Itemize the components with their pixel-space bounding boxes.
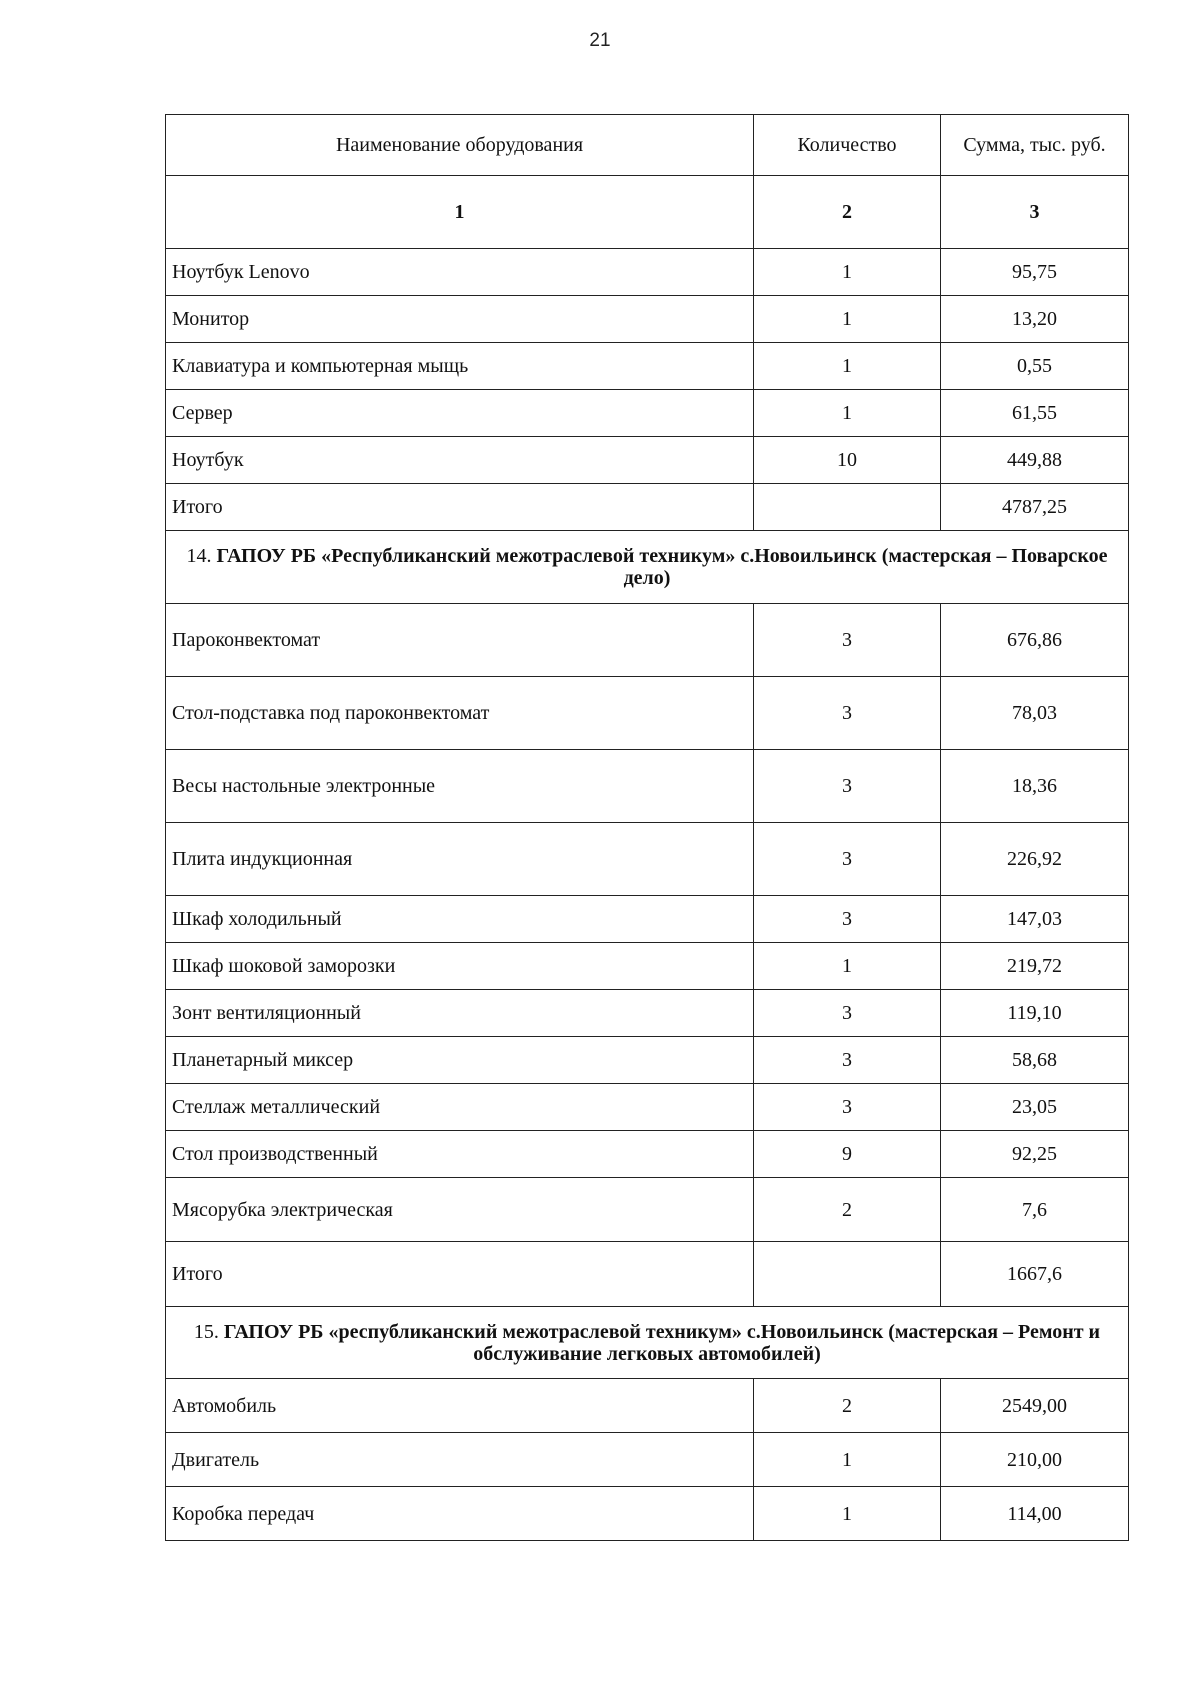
section-number: 15. <box>193 1320 219 1343</box>
item-name: Планетарный миксер <box>166 1037 754 1084</box>
item-sum: 13,20 <box>941 296 1129 343</box>
item-quantity: 3 <box>754 1037 941 1084</box>
table-row <box>166 1037 1129 1084</box>
item-name: Двигатель <box>166 1433 754 1487</box>
item-quantity: 1 <box>754 1487 941 1541</box>
item-quantity: 1 <box>754 390 941 437</box>
header-sum: Сумма, тыс. руб. <box>941 115 1129 176</box>
item-name: Пароконвектомат <box>166 604 754 677</box>
item-name: Шкаф шоковой заморозки <box>166 943 754 990</box>
item-quantity: 10 <box>754 437 941 484</box>
item-quantity: 3 <box>754 823 941 896</box>
total-quantity <box>754 1242 941 1307</box>
item-quantity: 2 <box>754 1379 941 1433</box>
item-sum: 92,25 <box>941 1131 1129 1178</box>
section-heading-15 <box>166 1307 1129 1379</box>
item-sum: 219,72 <box>941 943 1129 990</box>
table-row <box>166 604 1129 677</box>
table-row <box>166 437 1129 484</box>
table-row <box>166 896 1129 943</box>
table-row <box>166 1379 1129 1433</box>
item-sum: 226,92 <box>941 823 1129 896</box>
item-quantity: 3 <box>754 677 941 750</box>
item-quantity: 9 <box>754 1131 941 1178</box>
table-row <box>166 677 1129 750</box>
table-row <box>166 1487 1129 1541</box>
total-quantity <box>754 484 941 531</box>
item-sum: 0,55 <box>941 343 1129 390</box>
item-name: Весы настольные электронные <box>166 750 754 823</box>
item-quantity: 1 <box>754 943 941 990</box>
item-name: Мясорубка электрическая <box>166 1178 754 1242</box>
table-row <box>166 1433 1129 1487</box>
item-sum: 2549,00 <box>941 1379 1129 1433</box>
item-name: Зонт вентиляционный <box>166 990 754 1037</box>
item-quantity: 3 <box>754 896 941 943</box>
item-name: Шкаф холодильный <box>166 896 754 943</box>
item-quantity: 1 <box>754 1433 941 1487</box>
table-row <box>166 823 1129 896</box>
table-row <box>166 296 1129 343</box>
total-row <box>166 484 1129 531</box>
item-name: Автомобиль <box>166 1379 754 1433</box>
total-label: Итого <box>166 1242 754 1307</box>
item-sum: 7,6 <box>941 1178 1129 1242</box>
item-sum: 58,68 <box>941 1037 1129 1084</box>
table-row <box>166 249 1129 296</box>
item-name: Коробка передач <box>166 1487 754 1541</box>
column-number: 2 <box>754 176 941 249</box>
table-row <box>166 1131 1129 1178</box>
section-heading-row <box>166 531 1129 604</box>
item-quantity: 1 <box>754 343 941 390</box>
item-sum: 78,03 <box>941 677 1129 750</box>
item-quantity: 1 <box>754 249 941 296</box>
table-row <box>166 990 1129 1037</box>
header-quantity: Количество <box>754 115 941 176</box>
item-sum: 61,55 <box>941 390 1129 437</box>
item-name: Ноутбук <box>166 437 754 484</box>
page-number: 21 <box>589 30 611 51</box>
total-label: Итого <box>166 484 754 531</box>
item-sum: 18,36 <box>941 750 1129 823</box>
item-quantity: 3 <box>754 990 941 1037</box>
header-name: Наименование оборудования <box>166 115 754 176</box>
total-row <box>166 1242 1129 1307</box>
item-quantity: 3 <box>754 604 941 677</box>
table-row <box>166 1084 1129 1131</box>
item-name: Сервер <box>166 390 754 437</box>
item-sum: 147,03 <box>941 896 1129 943</box>
item-name: Стол производственный <box>166 1131 754 1178</box>
total-sum: 4787,25 <box>941 484 1129 531</box>
section-title: ГАПОУ РБ «республиканский межотраслевой техникум» с.Новоильинск (мастерская – Ремонт и обслуживание легковых автомобилей) <box>223 1320 1101 1365</box>
item-sum: 23,05 <box>941 1084 1129 1131</box>
item-sum: 676,86 <box>941 604 1129 677</box>
item-name: Ноутбук Lenovo <box>166 249 754 296</box>
table-header-row <box>166 115 1129 176</box>
column-number-row <box>166 176 1129 249</box>
item-quantity: 3 <box>754 1084 941 1131</box>
table-row <box>166 750 1129 823</box>
section-number: 14. <box>186 545 212 567</box>
item-sum: 95,75 <box>941 249 1129 296</box>
item-sum: 449,88 <box>941 437 1129 484</box>
item-sum: 210,00 <box>941 1433 1129 1487</box>
section-heading-row <box>166 1307 1129 1379</box>
table-row <box>166 1178 1129 1242</box>
item-quantity: 1 <box>754 296 941 343</box>
table-row <box>166 943 1129 990</box>
total-sum: 1667,6 <box>941 1242 1129 1307</box>
column-number: 1 <box>166 176 754 249</box>
item-sum: 114,00 <box>941 1487 1129 1541</box>
item-name: Стеллаж металлический <box>166 1084 754 1131</box>
equipment-table <box>165 114 1129 1541</box>
section-title: ГАПОУ РБ «Республиканский межотраслевой техникум» с.Новоильинск (мастерская – Поварское дело) <box>216 545 1108 589</box>
item-name: Стол-подставка под пароконвектомат <box>166 677 754 750</box>
item-name: Плита индукционная <box>166 823 754 896</box>
item-name: Монитор <box>166 296 754 343</box>
section-heading-14 <box>166 531 1129 604</box>
item-quantity: 3 <box>754 750 941 823</box>
item-quantity: 2 <box>754 1178 941 1242</box>
table-row <box>166 343 1129 390</box>
column-number: 3 <box>941 176 1129 249</box>
item-name: Клавиатура и компьютерная мыщь <box>166 343 754 390</box>
item-sum: 119,10 <box>941 990 1129 1037</box>
table-row <box>166 390 1129 437</box>
